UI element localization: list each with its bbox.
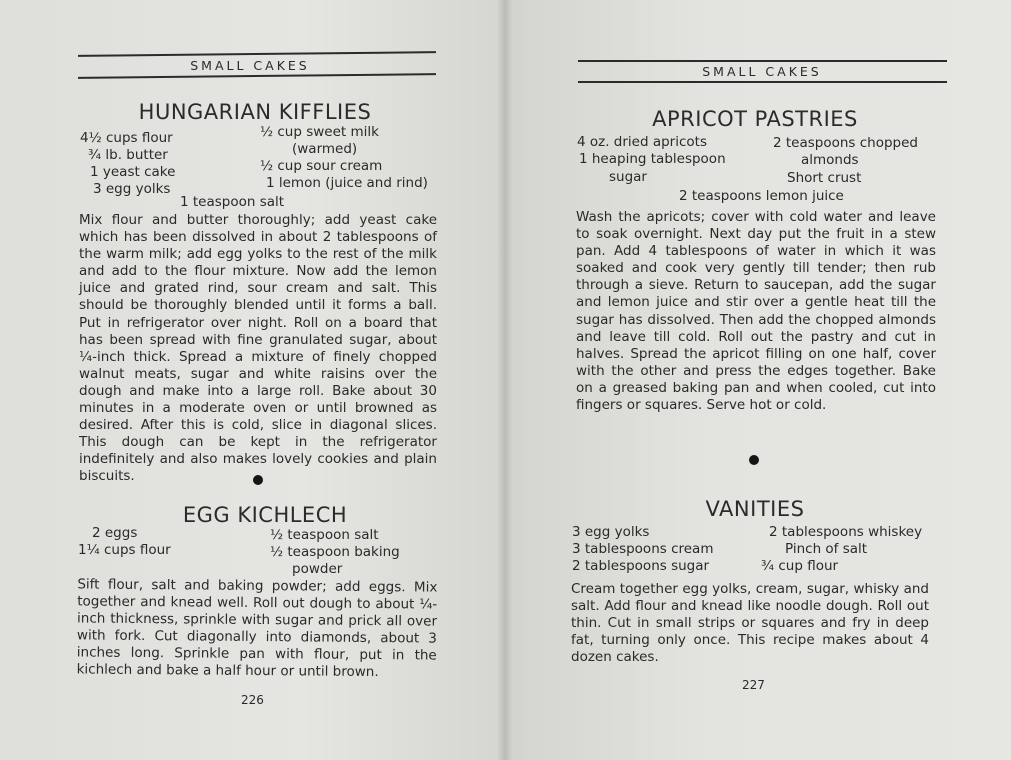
recipe-title: EGG KICHLECH [182,503,348,527]
ingredient: 1 heaping tablespoon [579,151,726,167]
recipe-instructions: Mix flour and butter thoroughly; add yeast cake which has been dissolved in about 2 tablespoons of the warm milk; add egg yolks to the rest of the milk and add to the flour mixture. Now add the lemon juice and grated rind, sour cream and salt. This should be thoroughly blended until it forms a ball. Put in refrigerator over night. Roll on a board that has been spread with fine granulated sugar, about ¼-inch thick. Spread a mixture of finely chopped walnut meats, sugar and white raisins over the dough and make into a large roll. Bake about 30 minutes in a moderate oven or until browned as desired. After this is cold, slice in diagonal slices. This dough can be kept in the refrigerator indefinitely and also makes lovely cookies and plain biscuits. [79,212,437,485]
ingredient: (warmed) [292,141,358,157]
ingredient: 3 tablespoons cream [572,541,714,557]
recipe-title: VANITIES [705,497,805,521]
ingredient: ½ cup sweet milk [260,124,379,140]
recipe-instructions: Wash the apricots; cover with cold water and leave to soak overnight. Next day put the fruit in a stew pan. Add 4 tablespoons of water in which it was soaked and cook very gently till tender; then rub through a sieve. Return to saucepan, add the sugar and lemon juice and stir over a gentle heat till the sugar has dissolved. Then add the chopped almonds and leave till cold. Roll out the pastry and cut in halves. Spread the apricot filling on one half, cover with the other and press the edges together. Bake on a greased baking pan and when cooled, cut into fingers or squares. Serve hot or cold. [576,209,936,414]
ingredient: ¾ cup flour [761,558,839,574]
ingredient: 2 tablespoons sugar [572,558,710,574]
ingredient: 2 tablespoons whiskey [769,524,923,540]
ingredient: 4½ cups flour [80,130,173,146]
ingredient: 1 yeast cake [90,164,176,180]
header-rule-bottom [578,81,947,83]
ingredient: powder [292,561,343,577]
ingredient: 2 teaspoons lemon juice [679,188,844,204]
recipe-title: HUNGARIAN KIFFLIES [138,100,372,124]
ingredient: 4 oz. dried apricots [577,134,707,150]
ingredient: almonds [801,152,859,168]
right-page [505,0,1011,760]
ingredient: ½ teaspoon salt [270,527,379,543]
recipe-title: APRICOT PASTRIES [652,107,858,131]
recipe-instructions: Sift flour, salt and baking powder; add eggs. Mix together and knead well. Roll out dough to about ¼-inch thickness, sprinkle with sugar and prick all over with fork. Cut diagonally into diamonds, about 3 inches long. Sprinkle pan with flour, put in the kichlech and bake a half hour or until brown. [76,576,438,681]
recipe-instructions: Cream together egg yolks, cream, sugar, whisky and salt. Add flour and knead like noodle dough. Roll out thin. Cut in small strips or squares and fry in deep fat, turning only once. This recipe makes about 4 dozen cakes. [571,581,929,666]
header-rule-top [78,51,436,57]
ingredient: 1 teaspoon salt [180,194,285,210]
left-page [0,0,505,760]
header-rule-bottom [78,73,436,79]
running-header: SMALL CAKES [190,58,310,73]
ingredient: Pinch of salt [785,541,868,557]
ingredient: 2 eggs [92,525,138,541]
page-number: 227 [742,678,765,692]
ingredient: ¾ lb. butter [88,147,168,163]
ingredient: 1 lemon (juice and rind) [266,175,428,191]
ingredient: 2 teaspoons chopped [773,135,919,151]
book-gutter [497,0,513,760]
header-rule-top [578,60,947,62]
ingredient: 1¼ cups flour [78,542,171,558]
ingredient: ½ teaspoon baking [270,544,400,560]
ingredient: 3 egg yolks [93,181,171,197]
ingredient: 3 egg yolks [572,524,650,540]
running-header: SMALL CAKES [702,64,822,79]
ingredient: ½ cup sour cream [260,158,383,174]
page-number: 226 [241,693,264,707]
section-bullet [749,455,759,465]
section-bullet [253,475,263,485]
ingredient: sugar [609,169,647,185]
ingredient: Short crust [787,170,862,186]
